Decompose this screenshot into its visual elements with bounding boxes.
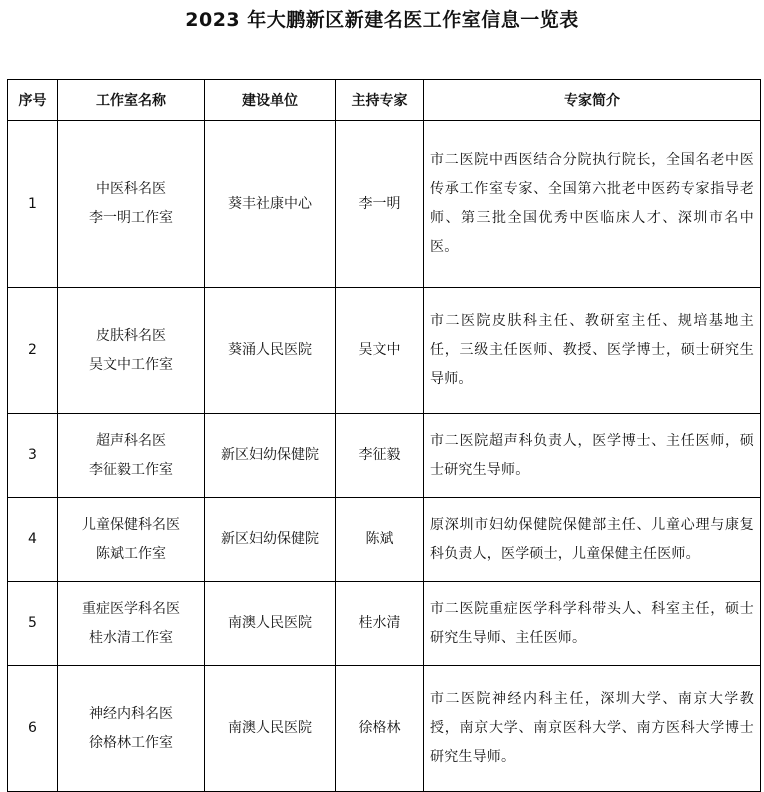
row-index: 2 [8,288,58,414]
row-index: 5 [8,582,58,666]
studio-info-table [7,79,761,792]
studio-name-line1: 中医科名医 [96,181,166,197]
intro-cell: 原深圳市妇幼保健院保健部主任、儿童心理与康复科负责人，医学硕士，儿童保健主任医师。 [424,498,761,582]
row-index: 3 [8,414,58,498]
row-index: 6 [8,666,58,792]
unit-cell: 葵丰社康中心 [205,121,336,288]
expert-cell: 陈斌 [336,498,424,582]
expert-cell: 桂水清 [336,582,424,666]
table-row [8,666,761,792]
unit-cell: 南澳人民医院 [205,666,336,792]
studio-name-cell [58,121,205,288]
intro-cell: 市二医院皮肤科主任、教研室主任、规培基地主任，三级主任医师、教授、医学博士，硕士研究生导师。 [424,288,761,414]
table-row [8,582,761,666]
studio-name-cell [58,288,205,414]
studio-name-line2: 桂水清工作室 [89,629,173,646]
expert-cell: 吴文中 [336,288,424,414]
header-unit: 建设单位 [205,80,336,121]
unit-cell: 新区妇幼保健院 [205,498,336,582]
table-row [8,288,761,414]
table-row [8,414,761,498]
studio-name-cell [58,582,205,666]
studio-name-line2: 徐格林工作室 [89,734,173,751]
studio-name-line1: 皮肤科名医 [96,327,166,344]
unit-cell: 南澳人民医院 [205,582,336,666]
studio-name-line1: 超声科名医 [96,432,166,449]
header-studio-name: 工作室名称 [58,80,205,121]
studio-name-line1: 重症医学科名医 [82,600,180,617]
unit-cell: 新区妇幼保健院 [205,414,336,498]
studio-name-line2: 李一明工作室 [89,210,173,226]
studio-name-cell [58,414,205,498]
header-expert: 主持专家 [336,80,424,121]
studio-name-cell [58,666,205,792]
row-index: 1 [8,121,58,288]
intro-cell: 市二医院重症医学科学科带头人、科室主任，硕士研究生导师、主任医师。 [424,582,761,666]
header-index: 序号 [8,80,58,121]
table-row [8,121,761,288]
expert-cell: 李一明 [336,121,424,288]
table-row [8,498,761,582]
header-intro: 专家简介 [424,80,761,121]
studio-name-line2: 李征毅工作室 [89,461,173,478]
expert-cell: 徐格林 [336,666,424,792]
intro-cell: 市二医院超声科负责人，医学博士、主任医师，硕士研究生导师。 [424,414,761,498]
page-title: 2023 年大鹏新区新建名医工作室信息一览表 [185,9,579,31]
row-index: 4 [8,498,58,582]
studio-name-line1: 儿童保健科名医 [82,516,180,533]
expert-cell: 李征毅 [336,414,424,498]
studio-name-line2: 陈斌工作室 [96,545,166,562]
studio-name-line2: 吴文中工作室 [89,356,173,373]
intro-cell: 市二医院神经内科主任，深圳大学、南京大学教授，南京大学、南京医科大学、南方医科大学博士研究生导师。 [424,666,761,792]
studio-name-line1: 神经内科名医 [89,705,173,722]
intro-cell: 市二医院中西医结合分院执行院长，全国名老中医传承工作室专家、全国第六批老中医药专家指导老师、第三批全国优秀中医临床人才、深圳市名中医。 [424,121,761,288]
table-header-row [8,80,761,121]
unit-cell: 葵涌人民医院 [205,288,336,414]
studio-name-cell [58,498,205,582]
